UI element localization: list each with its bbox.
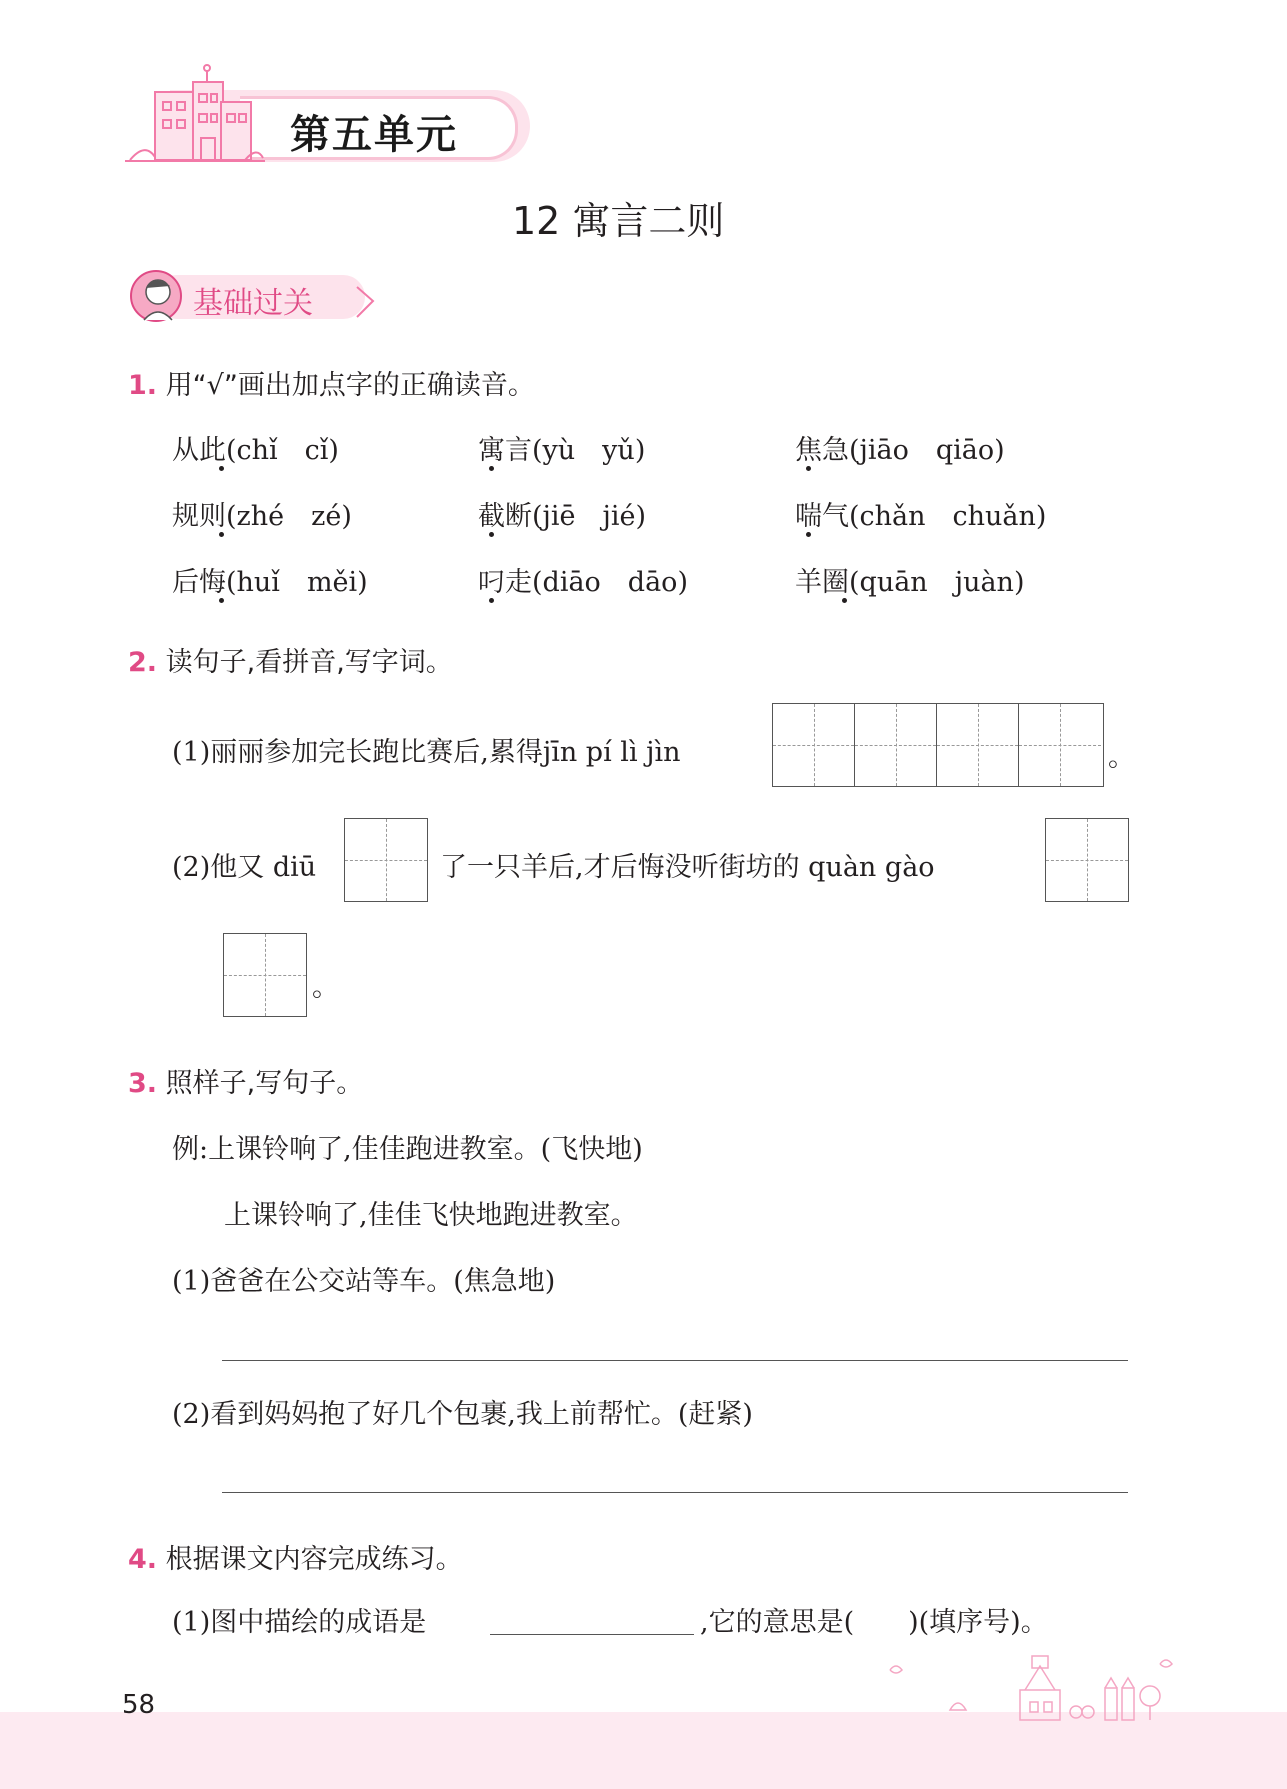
q1-heading xyxy=(128,363,535,402)
footer-band xyxy=(0,1712,1287,1789)
town-doodle-icon xyxy=(880,1650,1180,1722)
q1-item-5: 截断(jiē jié) xyxy=(478,501,647,532)
q3-item-2-answer-line[interactable] xyxy=(222,1492,1128,1493)
emphasis-dot xyxy=(489,532,494,537)
q1-item-3: 焦急(jiāo qiāo) xyxy=(795,435,1005,466)
q1-item-8: 叼走(diāo dāo) xyxy=(478,567,688,598)
q2-s1-text: (1)丽丽参加完长跑比赛后,累得jīn pí lì jìn xyxy=(172,737,681,768)
q1-number: 1. xyxy=(128,370,158,401)
writing-cell[interactable] xyxy=(1046,819,1128,901)
q2-s2-pre: (2)他又 diū xyxy=(172,852,317,883)
q1-item-9: 羊圈(quān juàn) xyxy=(795,567,1025,598)
emphasis-dot xyxy=(219,532,224,537)
q2-s1-end: 。 xyxy=(1108,742,1135,773)
q1-item-4: 规则(zhé zé) xyxy=(172,501,352,532)
q1-item-1: 从此(chǐ cǐ) xyxy=(172,435,339,466)
q1-item-7: 后悔(huǐ měi) xyxy=(172,567,368,598)
emphasis-dot xyxy=(489,466,494,471)
q2-s2-answer-grid-1[interactable] xyxy=(344,818,428,902)
q4-prompt: 根据课文内容完成练习。 xyxy=(165,1544,463,1575)
q2-heading xyxy=(128,640,453,679)
q3-heading xyxy=(128,1061,363,1100)
q4-item-1-post: ,它的意思是( )(填序号)。 xyxy=(700,1607,1048,1638)
q4-heading xyxy=(128,1537,463,1576)
q3-example-answer: 上课铃响了,佳佳飞快地跑进教室。 xyxy=(224,1200,638,1231)
writing-cell[interactable] xyxy=(345,819,427,901)
emphasis-dot xyxy=(842,598,847,603)
emphasis-dot xyxy=(219,598,224,603)
q3-example: 例:上课铃响了,佳佳跑进教室。(飞快地) xyxy=(172,1134,643,1165)
writing-cell[interactable] xyxy=(1019,704,1101,786)
q3-number: 3. xyxy=(128,1068,158,1099)
unit-title: 第五单元 xyxy=(290,112,458,158)
q3-item-1: (1)爸爸在公交站等车。(焦急地) xyxy=(172,1266,556,1297)
q2-prompt: 读句子,看拼音,写字词。 xyxy=(165,647,453,678)
q2-s2-end: 。 xyxy=(312,972,339,1003)
q2-s2-answer-grid-2[interactable] xyxy=(1045,818,1129,902)
q1-prompt: 用“√”画出加点字的正确读音。 xyxy=(165,370,535,401)
section-title: 基础过关 xyxy=(193,286,313,321)
q4-item-1-pre: (1)图中描绘的成语是 xyxy=(172,1607,427,1638)
page-number: 58 xyxy=(122,1690,156,1720)
q3-item-1-answer-line[interactable] xyxy=(222,1360,1128,1361)
q2-s2-answer-grid-3[interactable] xyxy=(223,933,307,1017)
emphasis-dot xyxy=(489,598,494,603)
q4-number: 4. xyxy=(128,1544,158,1575)
emphasis-dot xyxy=(806,466,811,471)
q2-s1-answer-grid[interactable] xyxy=(772,703,1104,787)
writing-cell[interactable] xyxy=(224,934,306,1016)
lesson-title: 12 寓言二则 xyxy=(512,199,725,243)
q1-item-6: 喘气(chǎn chuǎn) xyxy=(795,501,1047,532)
emphasis-dot xyxy=(806,532,811,537)
q2-s2-mid: 了一只羊后,才后悔没听街坊的 quàn gào xyxy=(440,852,935,883)
writing-cell[interactable] xyxy=(937,704,1019,786)
q3-prompt: 照样子,写句子。 xyxy=(165,1068,364,1099)
q4-idiom-answer-line[interactable] xyxy=(490,1634,694,1635)
writing-cell[interactable] xyxy=(773,704,855,786)
emphasis-dot xyxy=(219,466,224,471)
student-avatar-icon xyxy=(128,268,184,324)
school-building-icon xyxy=(125,62,265,172)
ribbon-tail-icon xyxy=(355,285,375,319)
q2-number: 2. xyxy=(128,647,158,678)
writing-cell[interactable] xyxy=(855,704,937,786)
q1-item-2: 寓言(yù yǔ) xyxy=(478,435,646,466)
q3-item-2: (2)看到妈妈抱了好几个包裹,我上前帮忙。(赶紧) xyxy=(172,1399,753,1430)
